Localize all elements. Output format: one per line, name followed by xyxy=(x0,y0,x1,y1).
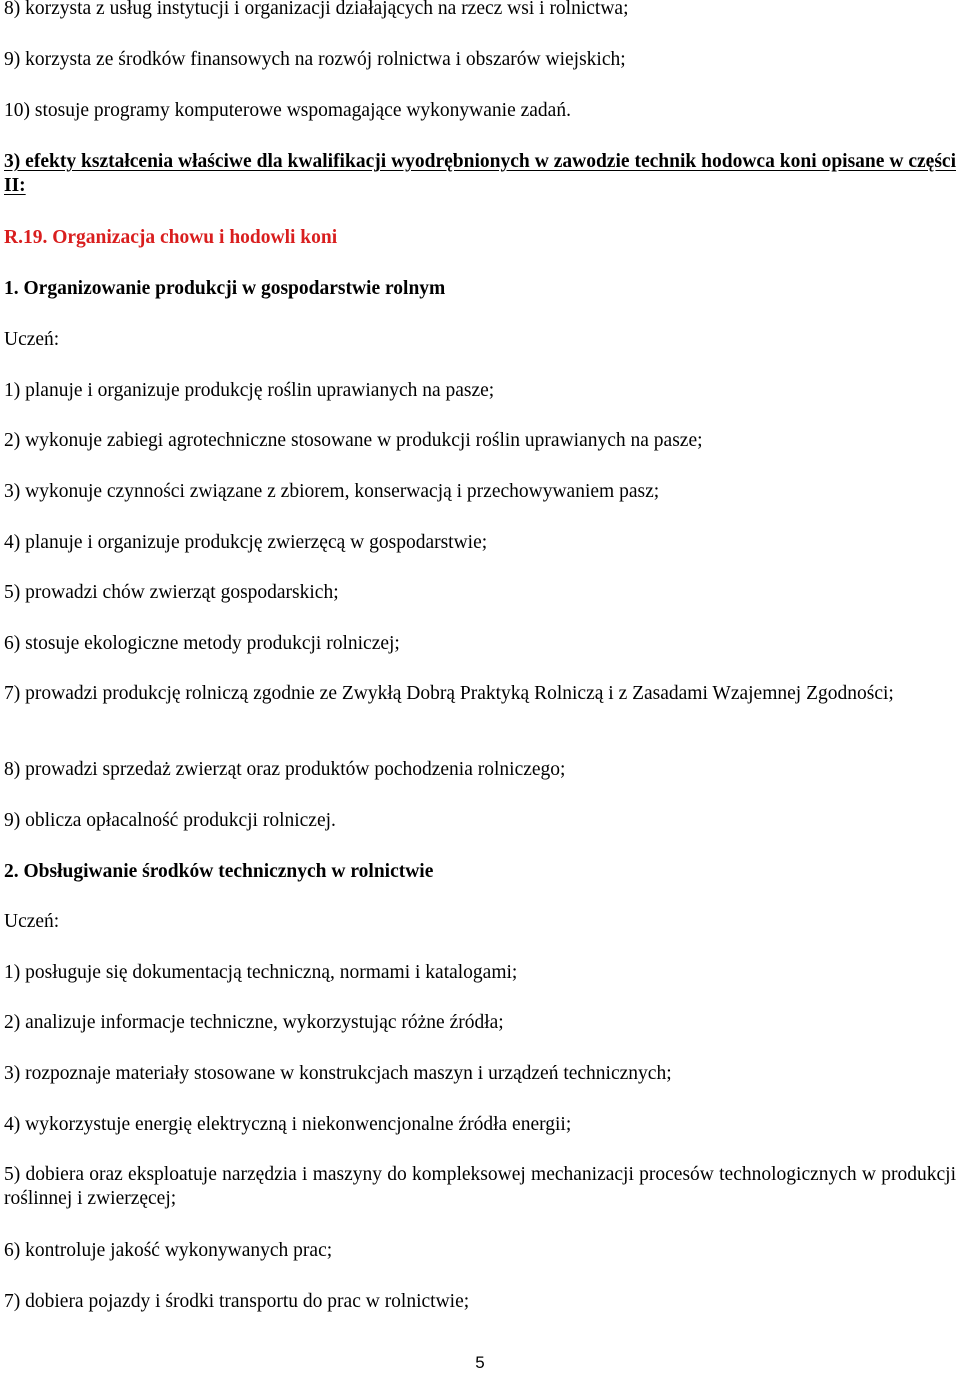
page-number: 5 xyxy=(475,1353,485,1372)
list-item: 5) prowadzi chów zwierząt gospodarskich; xyxy=(4,582,339,603)
list-item: 7) dobiera pojazdy i środki transportu do prac w rolnictwie; xyxy=(4,1291,470,1312)
section-heading: 3) efekty kształcenia właściwe dla kwalifikacji wyodrębnionych w zawodzie technik hodowca koni opisane w części II: xyxy=(4,151,956,196)
subsection-title: 1. Organizowanie produkcji w gospodarstwie rolnym xyxy=(4,278,446,299)
list-item: 2) analizuje informacje techniczne, wykorzystując różne źródła; xyxy=(4,1012,504,1033)
subsection-title: 2. Obsługiwanie środków technicznych w rolnictwie xyxy=(4,861,434,882)
list-item: 3) rozpoznaje materiały stosowane w konstrukcjach maszyn i urządzeń technicznych; xyxy=(4,1063,672,1084)
list-item: 10) stosuje programy komputerowe wspomagające wykonywanie zadań. xyxy=(4,100,571,121)
qualification-title: R.19. Organizacja chowu i hodowli koni xyxy=(4,227,338,248)
list-item: 2) wykonuje zabiegi agrotechniczne stosowane w produkcji roślin uprawianych na pasze; xyxy=(4,430,703,451)
list-item: 8) korzysta z usług instytucji i organizacji działających na rzecz wsi i rolnictwa; xyxy=(4,0,629,19)
list-item: 8) prowadzi sprzedaż zwierząt oraz produktów pochodzenia rolniczego; xyxy=(4,759,566,780)
list-item: 4) planuje i organizuje produkcję zwierzęcą w gospodarstwie; xyxy=(4,532,488,553)
list-item: 5) dobiera oraz eksploatuje narzędzia i maszyny do kompleksowej mechanizacji procesów technologicznych w produkcji roślinnej i zwierzęcej; xyxy=(4,1164,956,1209)
student-label: Uczeń: xyxy=(4,329,60,350)
list-item: 7) prowadzi produkcję rolniczą zgodnie ze Zwykłą Dobrą Praktyką Rolniczą i z Zasadami Wzajemnej Zgodności; xyxy=(4,683,894,704)
list-item: 3) wykonuje czynności związane z zbiorem, konserwacją i przechowywaniem pasz; xyxy=(4,481,660,502)
student-label: Uczeń: xyxy=(4,911,60,932)
list-item: 6) stosuje ekologiczne metody produkcji rolniczej; xyxy=(4,633,400,654)
list-item: 9) korzysta ze środków finansowych na rozwój rolnictwa i obszarów wiejskich; xyxy=(4,49,626,70)
list-item: 6) kontroluje jakość wykonywanych prac; xyxy=(4,1240,333,1261)
list-item: 1) planuje i organizuje produkcję roślin uprawianych na pasze; xyxy=(4,380,495,401)
list-item: 4) wykorzystuje energię elektryczną i niekonwencjonalne źródła energii; xyxy=(4,1114,572,1135)
list-item: 1) posługuje się dokumentacją techniczną, normami i katalogami; xyxy=(4,962,518,983)
list-item: 9) oblicza opłacalność produkcji rolniczej. xyxy=(4,810,336,831)
